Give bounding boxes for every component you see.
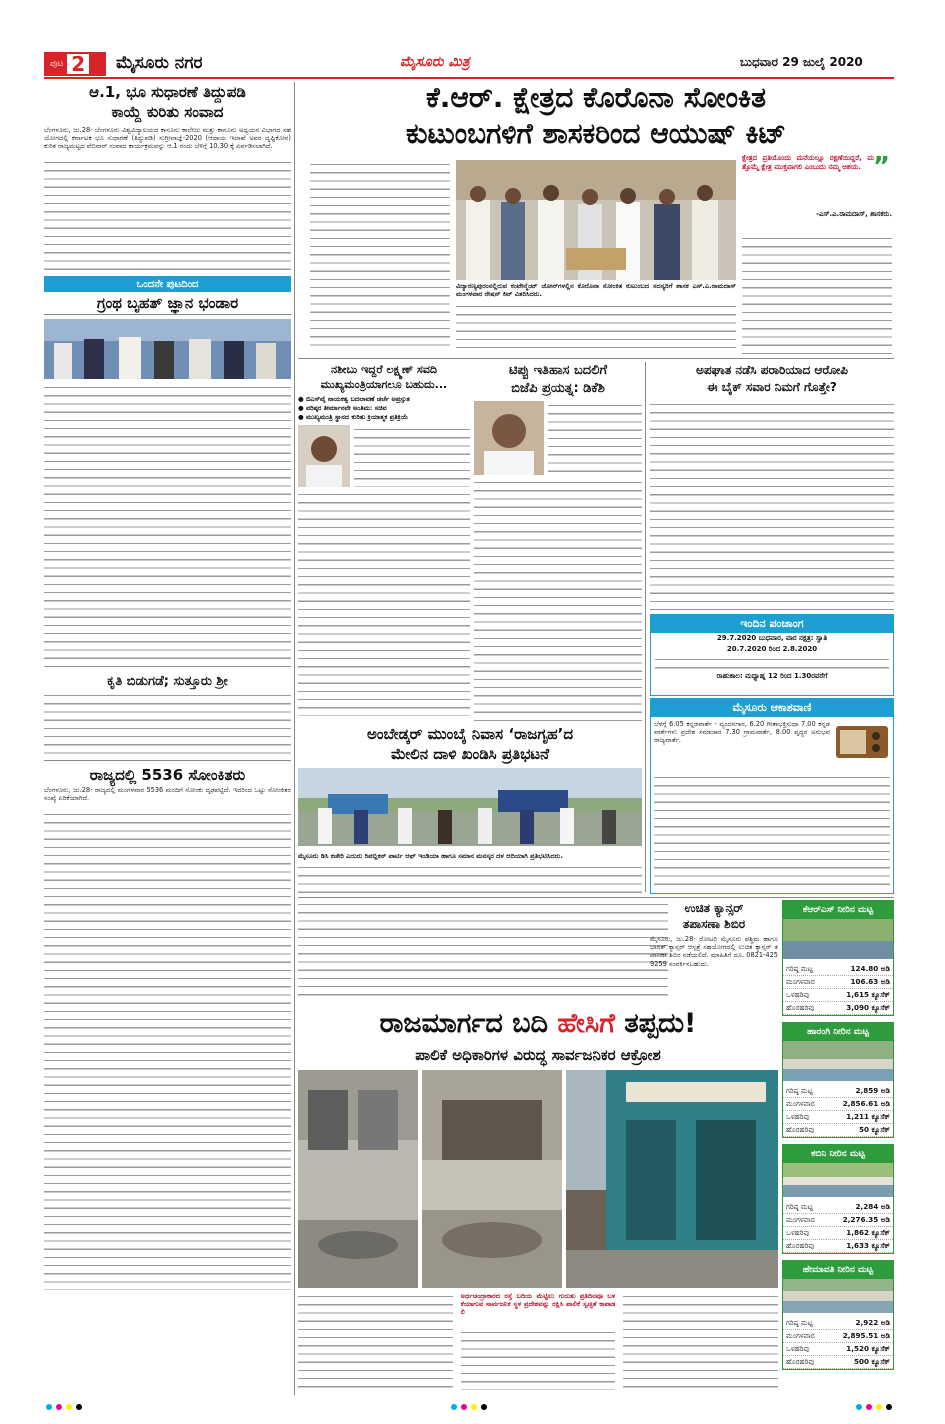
dam-title: ಹೇಮಾವತಿ ನೀರಿನ ಮಟ್ಟ xyxy=(783,1261,893,1279)
bottom-highlight-text: ಅರ್ಧಚಂದ್ರಾಕಾರದ ರಸ್ತೆ ಬದಿಯ ಮೆಟ್ಟಿಲು ಗುರುತು ಪ್ರತಿದಿನವೂ ಬಳಕೆಯಾಗುವ ಸಾರ್ವಜನಿಕ ಸ್ಥಳ ಪ್ರದೇಶವನ್ನು ರಕ್ಷಿಸಿ ಪಾಲಿಕೆ ಸ್ವಚ್ಛತೆ ಕಾಪಾಡಲಿ xyxy=(460,1292,616,1317)
radio-box xyxy=(650,698,894,894)
column-divider-mid xyxy=(645,362,646,892)
lead-photo-caption: ವಿದ್ಯಾರಣ್ಯಪುರಂನಲ್ಲಿರುವ ಕಂಟೇನ್ಮೆಂಟ್ ಜೋನ್‌ಗಳಲ್ಲಿನ ಕೊರೊನಾ ಸೋಂಕಿತ ಕುಟುಂಬದ ಸದಸ್ಯರಿಗೆ ಶಾಸಕ ಎಸ್.ಎ.ರಾಮದಾಸ್ ಮಂಗಳವಾರ ರೇಷನ್ ಕಿಟ್ ವಿತರಿಸಿದರು. xyxy=(456,282,736,299)
registration-dots-icon xyxy=(44,1402,84,1412)
dam-row xyxy=(783,1085,893,1098)
panchanga-title: ಇಂದಿನ ಪಂಚಾಂಗ xyxy=(740,617,804,630)
dam-row-label: ಮಂಗಳವಾರ xyxy=(783,1330,826,1343)
lead-quote-author: -ಎಸ್.ಎ.ರಾಮದಾಸ್, ಶಾಸಕರು. xyxy=(816,210,892,218)
cancer-camp-story xyxy=(650,900,778,1030)
masthead-rule xyxy=(44,77,894,79)
dam-row xyxy=(783,1240,893,1253)
story4-headline: ರಾಜ್ಯದಲ್ಲಿ 5536 ಸೋಂಕಿತರು xyxy=(89,766,246,784)
savadi-headline-2: ಮುಖ್ಯಮಂತ್ರಿಯಾಗಲೂ ಬಹುದು... xyxy=(320,378,448,391)
tipu-photo-row xyxy=(474,401,642,475)
dam-row-value: 2,276.35 ಅಡಿ xyxy=(826,1214,893,1227)
ambedkar-story xyxy=(298,724,642,894)
lead-bottom-rule xyxy=(298,358,894,359)
bottom-body-col1 xyxy=(298,1292,453,1392)
radio-title-bar xyxy=(651,699,893,717)
panchanga-line2: 20.7.2020 ರಿಂದ 2.8.2020 xyxy=(726,645,818,653)
paper-logo: ಮೈಸೂರು ಮಿತ್ರ xyxy=(400,54,470,70)
panchanga-rahu: ರಾಹುಕಾಲ: ಮಧ್ಯಾಹ್ನ 12 ರಿಂದ 1.30ರವರೆಗೆ xyxy=(716,672,828,680)
savadi-bullets xyxy=(298,395,470,422)
dam-row-value: 124.80 ಅಡಿ xyxy=(828,963,893,976)
story3-headline: ಕೃತಿ ಬಿಡುಗಡೆ; ಸುತ್ತೂರು ಶ್ರೀ xyxy=(107,674,228,689)
savadi-bullet: ● ವರಿಷ್ಠರ ತೀರ್ಮಾನವೇ ಅಂತಿಮ: ಸಚಿವ xyxy=(298,404,387,412)
story2-headline: ಗ್ರಂಥ ಬೃಹತ್ ಜ್ಞಾನ ಭಂಡಾರ xyxy=(44,292,291,315)
bottom-headline-part3: ತಪ್ಪದು! xyxy=(614,1008,697,1039)
lead-headline-1: ಕೆ.ಆರ್. ಕ್ಷೇತ್ರದ ಕೊರೊನಾ ಸೋಂಕಿತ xyxy=(426,81,766,114)
dam-row-value: 2,284 ಅಡಿ xyxy=(826,1201,893,1214)
story2-body-filler xyxy=(44,383,291,673)
dam-row-label: ಮಂಗಳವಾರ xyxy=(783,1098,826,1111)
dam-row-label: ಮಂಗಳವಾರ xyxy=(783,1214,826,1227)
camp-headline-2: ತಪಾಸಣಾ ಶಿಬಿರ xyxy=(682,917,746,931)
radio-body-filler xyxy=(654,773,890,891)
dam-row-value: 1,633 ಕ್ಯೂಸೆಕ್ xyxy=(826,1240,893,1253)
accident-headline-2: ಈ ಬೈಕ್ ಸವಾರ ನಿಮಗೆ ಗೊತ್ತೇ? xyxy=(707,380,837,394)
quote-mark: ” xyxy=(872,152,890,182)
left-column xyxy=(44,82,291,1395)
savadi-body-side xyxy=(354,425,470,487)
registration-dots-icon xyxy=(854,1402,894,1412)
lead-body-center-filler xyxy=(456,302,736,354)
dam-title: ಕಬಿನಿ ನೀರಿನ ಮಟ್ಟ xyxy=(783,1145,893,1163)
dam-row-label: ಒಳಹರಿವು xyxy=(783,1111,826,1124)
story2-photo xyxy=(44,319,291,379)
story1-headline-2: ಕಾಯ್ದೆ ಕುರಿತು ಸಂವಾದ xyxy=(111,103,224,121)
tipu-headline-1: ಟಿಪ್ಪು ಇತಿಹಾಸ ಬದಲಿಗೆ xyxy=(509,363,607,378)
dam-row xyxy=(783,1098,893,1111)
savadi-bullet: ● ಬಿಎಸ್‌ವೈ ನಾಯಕತ್ವ ಬದಲಾವಣೆ ಚರ್ಚೆ ಅಪ್ರಸ್ತುತ xyxy=(298,395,410,403)
savadi-bullet-text: ವರಿಷ್ಠರ ತೀರ್ಮಾನವೇ ಅಂತಿಮ: ಸಚಿವ xyxy=(305,404,387,412)
tipu-body-filler xyxy=(474,478,642,722)
event-photo xyxy=(44,319,291,379)
tipu-headline-2: ಬಿಜೆಪಿ ಪ್ರಯತ್ನ: ಡಿಕೆಶಿ xyxy=(511,381,605,396)
bottom-photo-row xyxy=(298,1070,778,1288)
dam-box-hemavathi xyxy=(782,1260,894,1370)
section-banner xyxy=(44,276,291,292)
minister-portrait xyxy=(298,425,350,487)
lead-quote-box xyxy=(742,154,892,230)
accident-headline-1: ಅಪಘಾತ ನಡೆಸಿ ಪರಾರಿಯಾದ ಆರೋಪಿ xyxy=(696,363,848,377)
panchanga-title-bar xyxy=(651,615,893,633)
dam-row-value: 1,520 ಕ್ಯೂಸೆಕ್ xyxy=(826,1343,893,1356)
dam-row-value: 106.63 ಅಡಿ xyxy=(828,976,893,989)
dam-table xyxy=(783,963,893,1015)
dam-table xyxy=(783,1201,893,1253)
dam-row-label: ಗರಿಷ್ಠ ಮಟ್ಟ xyxy=(783,1317,826,1330)
panchanga-line1: 29.7.2020 ಬುಧವಾರ, ವಾರ ನಕ್ಷತ್ರ: ಸ್ವಾತಿ xyxy=(716,634,828,642)
ambedkar-headline-2: ಮೇಲಿನ ದಾಳಿ ಖಂಡಿಸಿ ಪ್ರತಿಭಟನೆ xyxy=(390,745,550,763)
lead-body-left-filler xyxy=(310,160,450,350)
dam-row-value: 2,922 ಅಡಿ xyxy=(826,1317,893,1330)
dam-row xyxy=(783,1330,893,1343)
dam-box-harangi xyxy=(782,1022,894,1138)
bottom-body-col3 xyxy=(623,1292,778,1392)
savadi-bullet: ● ಮುಖ್ಯಮಂತ್ರಿ ಸ್ಥಾನದ ಕುರಿತು ಕ್ರಿಯಾತ್ಮಕ ಪ್ರತಿಕ್ರಿಯೆ xyxy=(298,413,409,421)
dam-photo xyxy=(783,1163,893,1197)
dam-row-value: 1,862 ಕ್ಯೂಸೆಕ್ xyxy=(826,1227,893,1240)
bottom-body-columns xyxy=(298,1292,778,1392)
savadi-photo-row xyxy=(298,425,470,487)
accident-story xyxy=(650,362,894,612)
story1-body-filler xyxy=(44,158,291,272)
dam-table xyxy=(783,1085,893,1137)
page-number-badge xyxy=(44,52,106,76)
radio-icon xyxy=(834,720,890,760)
dam-row-value: 2,859 ಅಡಿ xyxy=(826,1085,893,1098)
dam-row-label: ಒಳಹರಿವು xyxy=(783,1227,826,1240)
dam-row-label: ಮಂಗಳವಾರ xyxy=(783,976,828,989)
lead-quote: ಕ್ಷೇತ್ರದ ಪ್ರತಿಯೊಂದು ಮನೆಯಲ್ಲೂ ರಕ್ಷಣೆಯಿದ್ದರೆ, ಮತ್ತೊಮ್ಮೆ ಕ್ಷೇತ್ರ ಮುಕ್ತವಾಗಲಿ ಎಂಬುದು ನಮ್ಮ ಆಶಯ. xyxy=(742,154,874,171)
accident-body-filler xyxy=(650,400,894,610)
story1-body: ಬೆಂಗಳೂರು, ಜು.28- ಬೆಂಗಳೂರು ವಿಶ್ವವಿದ್ಯಾಲಯದ ಕಾನೂನು ಕಾಲೇಜು ಮತ್ತು ಕಾನೂನು ಅಧ್ಯಯನ ವಿಭಾಗದ ಸಹಯೋಗದಲ್ಲಿ ಕರ್ನಾಟಕ ಭೂ ಸುಧಾರಣೆ (ತಿದ್ದುಪಡಿ) ಸುಗ್ರೀವಾಜ್ಞೆ-2020 (ಆದಾಯ ಇಲಾಖೆ ಅವರ ದೃಷ್ಟಿಕೋನ) ಕುರಿತ ರಾಜ್ಯಮಟ್ಟದ ವೆಬಿನಾರ್ ಸಂವಾದ ಕಾರ್ಯಕ್ರಮವನ್ನು ಆ.1 ರಂದು ಬೆಳಿಗ್ಗೆ 10.30 ಕ್ಕೆ ಏರ್ಪಡಿಸಲಾಗಿದೆ. xyxy=(44,126,291,151)
dam-row-label: ಹೊರಹರಿವು xyxy=(783,1356,826,1369)
dam-photo xyxy=(783,919,893,959)
dam-levels-column xyxy=(782,900,894,1395)
panchanga-body-filler xyxy=(655,655,889,671)
dam-row-value: 500 ಕ್ಯೂಸೆಕ್ xyxy=(826,1356,893,1369)
street-photo-1 xyxy=(298,1070,418,1288)
dam-row xyxy=(783,976,893,989)
dam-row xyxy=(783,1227,893,1240)
savadi-headline-1: ನಶೀಬು ಇದ್ದರೆ ಲಕ್ಷ್ಮಣ್ ಸವದಿ xyxy=(331,363,437,376)
dam-row xyxy=(783,1124,893,1137)
savadi-body-filler xyxy=(298,490,470,716)
lead-story xyxy=(298,80,894,356)
dam-row-label: ಗರಿಷ್ಠ ಮಟ್ಟ xyxy=(783,1085,826,1098)
savadi-story xyxy=(298,362,470,720)
page-label: ಪುಟ xyxy=(50,59,64,69)
dam-row xyxy=(783,1201,893,1214)
protest-photo xyxy=(298,768,642,846)
dam-row xyxy=(783,1343,893,1356)
dam-title: ಹಾರಂಗಿ ನೀರಿನ ಮಟ್ಟ xyxy=(783,1023,893,1041)
dam-row xyxy=(783,1317,893,1330)
story4-body-filler xyxy=(44,810,291,1290)
bottom-body-col2 xyxy=(461,1328,616,1390)
street-photo-2 xyxy=(422,1070,562,1288)
ration-kit-photo xyxy=(456,160,736,280)
savadi-bullet-text: ಬಿಎಸ್‌ವೈ ನಾಯಕತ್ವ ಬದಲಾವಣೆ ಚರ್ಚೆ ಅಪ್ರಸ್ತುತ xyxy=(305,395,410,403)
bottom-top-rule xyxy=(298,897,894,898)
lead-body-right-filler xyxy=(742,234,892,354)
dam-row-label: ಹೊರಹರಿವು xyxy=(783,1124,826,1137)
dam-table xyxy=(783,1317,893,1369)
dam-photo xyxy=(783,1041,893,1081)
page-number: 2 xyxy=(67,54,89,74)
lead-headline-2: ಕುಟುಂಬಗಳಿಗೆ ಶಾಸಕರಿಂದ ಆಯುಷ್ ಕಿಟ್ xyxy=(406,117,786,150)
masthead xyxy=(0,0,945,76)
dam-row xyxy=(783,989,893,1002)
dam-row xyxy=(783,1214,893,1227)
camp-body: ಮೈಸೂರು, ಜು.28- ರೋಟರಿ ಮೈಸೂರು ಪಶ್ಚಿಮ ಹಾಗೂ ಭಾರತ್ ಕ್ಯಾನ್ಸರ್ ಆಸ್ಪತ್ರೆ ಸಹಯೋಗದಲ್ಲಿ ಉಚಿತ ಕ್ಯಾನ್ಸರ್ ತಪಾಸಣಾ ಶಿಬಿರ ನಡೆಯಲಿದೆ. ಮಾಹಿತಿಗೆ ದೂ. 0821-4259259 ಸಂಪರ್ಕಿಸಬಹುದು. xyxy=(650,935,778,968)
lead-body-left xyxy=(310,160,450,350)
dam-row xyxy=(783,963,893,976)
dam-row-label: ಹೊರಹರಿವು xyxy=(783,1240,826,1253)
dam-row-value: 50 ಕ್ಯೂಸೆಕ್ xyxy=(826,1124,893,1137)
radio-title: ಮೈಸೂರು ಆಕಾಶವಾಣಿ xyxy=(732,701,812,714)
dam-box-krs xyxy=(782,900,894,1016)
radio-top-row xyxy=(651,717,893,773)
dam-row xyxy=(783,1356,893,1369)
dk-shivakumar-portrait xyxy=(474,401,544,475)
bottom-highlight-col xyxy=(461,1292,616,1392)
tipu-story xyxy=(474,362,642,720)
ambedkar-body-filler xyxy=(298,863,642,895)
registration-dots-icon xyxy=(449,1402,489,1412)
section-name: ಮೈಸೂರು ನಗರ xyxy=(116,53,203,73)
section-banner-label: ಒಂದನೇ ಪುಟದಿಂದ xyxy=(136,278,199,290)
bottom-headline-part1: ರಾಜಮಾರ್ಗದ ಬದಿ xyxy=(379,1008,558,1039)
ambedkar-caption: ಮೈಸೂರು ಡಿಸಿ ಕಚೇರಿ ಎದುರು ರಿಪಬ್ಲಿಕನ್ ಪಾರ್ಟಿ ಆಫ್ ಇಂಡಿಯಾ ಹಾಗೂ ಸಮಾನ ಮನಸ್ಕರ ದಳ ಆದಿಯಾಗಿ ಪ್ರತಿಭಟಿಸಿದರು. xyxy=(298,852,563,860)
dam-row xyxy=(783,1111,893,1124)
issue-date: ಬುಧವಾರ 29 ಜುಲೈ 2020 xyxy=(740,55,863,69)
tipu-body-side xyxy=(548,401,642,475)
dam-box-kabini xyxy=(782,1144,894,1254)
dam-row-label: ಗರಿಷ್ಠ ಮಟ್ಟ xyxy=(783,963,828,976)
radio-body: ಬೆಳಗ್ಗೆ 6.05 ಕನ್ನಡವಾರ್ತೆ - ವ್ಯಂದನಗಾನ, 6.20 ಗೀತಾಭಕ್ತಿಸುಧಾ 7.00 ಕನ್ನಡ ವಾರ್ತೆಗಳು ಪ್ರದೇಶ ಸಮಾಚಾರ 7.30 ಗ್ರಾಮವಾರ್ತೆ, 8.00 ವೃದ್ಧರ ಅನುಭವ ರಾಜ್ಯವಾರ್ತೆ. xyxy=(654,720,830,745)
ambedkar-headline-1: ಅಂಬೇಡ್ಕರ್ ಮುಂಬೈ ನಿವಾಸ ‘ರಾಜಗೃಹ’ದ xyxy=(366,725,574,743)
bottom-headline-highlight: ಹೇಸಿಗೆ xyxy=(557,1008,615,1039)
dam-row-value: 1,211 ಕ್ಯೂಸೆಕ್ xyxy=(826,1111,893,1124)
column-divider-left xyxy=(294,82,295,1395)
dam-row-label: ಗರಿಷ್ಠ ಮಟ್ಟ xyxy=(783,1201,826,1214)
dam-row-label: ಒಳಹರಿವು xyxy=(783,1343,826,1356)
dam-row-value: 1,615 ಕ್ಯೂಸೆಕ್ xyxy=(828,989,893,1002)
camp-headline-1: ಉಚಿತ ಕ್ಯಾನ್ಸರ್ xyxy=(684,901,744,915)
bottom-subheadline: ಪಾಲಿಕೆ ಅಧಿಕಾರಿಗಳ ವಿರುದ್ಧ ಸಾರ್ವಜನಿಕರ ಆಕ್ರೋಶ xyxy=(415,1046,661,1064)
dam-title: ಕೆಆರ್‌ಎಸ್ ನೀರಿನ ಮಟ್ಟ xyxy=(783,901,893,919)
dam-row-label: ಒಳಹರಿವು xyxy=(783,989,828,1002)
dam-row-value: 2,856.61 ಅಡಿ xyxy=(826,1098,893,1111)
left-divider xyxy=(44,760,291,761)
print-registration-marks xyxy=(44,1402,894,1412)
bottom-upper-body-filler xyxy=(298,900,668,1002)
dam-row xyxy=(783,1002,893,1015)
street-photo-3 xyxy=(566,1070,778,1288)
dam-row-value: 3,090 ಕ್ಯೂಸೆಕ್ xyxy=(828,1002,893,1015)
dam-photo xyxy=(783,1279,893,1313)
dam-row-value: 2,895.51 ಅಡಿ xyxy=(826,1330,893,1343)
dam-row-label: ಹೊರಹರಿವು xyxy=(783,1002,828,1015)
panchanga-box xyxy=(650,614,894,696)
savadi-bullet-text: ಮುಖ್ಯಮಂತ್ರಿ ಸ್ಥಾನದ ಕುರಿತು ಕ್ರಿಯಾತ್ಮಕ ಪ್ರತಿಕ್ರಿಯೆ xyxy=(305,413,409,421)
lead-photo xyxy=(456,160,736,280)
story3-body-filler xyxy=(44,691,291,757)
story1-headline-1: ಆ.1, ಭೂ ಸುಧಾರಣೆ ತಿದ್ದುಪಡಿ xyxy=(89,83,246,101)
story4-body: ಬೆಂಗಳೂರು, ಜು.28- ರಾಜ್ಯದಲ್ಲಿ ಮಂಗಳವಾರ 5536 ಮಂದಿಗೆ ಸೋಂಕು ದೃಢಪಟ್ಟಿದೆ. ಇದರಿಂದ ಒಟ್ಟು ಸೋಂಕಿತರ ಸಂಖ್ಯೆ ಏರಿಕೆಯಾಗಿದೆ. xyxy=(44,786,291,803)
